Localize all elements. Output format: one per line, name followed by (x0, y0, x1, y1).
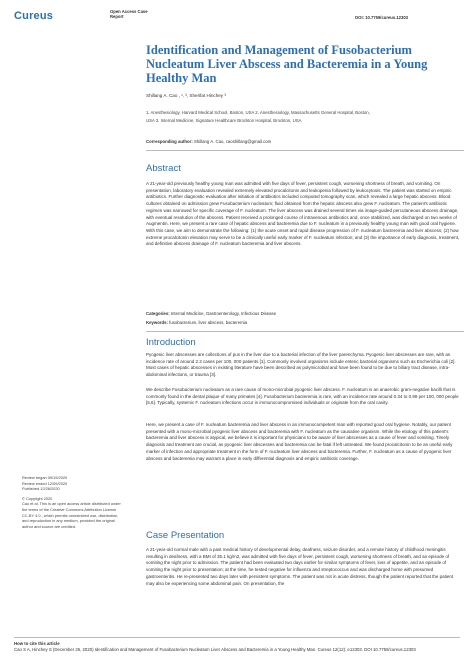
article-title: Identification and Management of Fusobacterium Nucleatum Liver Abscess and Bacteremia in a Young Healthy Man (146, 43, 428, 85)
introduction-heading: Introduction (146, 337, 196, 348)
cite-text: Cao S A, Hinchey S (December 26, 2020) Identification and Management of Fusobacterium Nucleatum Liver Abscess and Bacteremia in a Young Healthy Man. Cureus 12(12): e12303. DOI 10.7759/cureus.12303 (14, 646, 416, 652)
article-history-sidebar (22, 475, 124, 529)
corresponding-value: Shillang A. Cao, caoshillang@gmail.com (194, 139, 272, 144)
affiliation-line: 1. Anesthesiology, Harvard Medical School, Boston, USA 2. Anesthesiology, Massachusetts General Hospital, Boston, (146, 110, 370, 115)
citation-footer (14, 641, 454, 653)
abstract-paragraph: A 21-year-old previously healthy young man was admitted with five days of fever, persistent cough, worsening shortness of breath, and vomiting. On presentation, laboratory evaluation revealed extremely elevated procalcitonin and leukopenia followed by leukocytosis. The patient was started on empiric antibiotics. Further diagnostic evaluation after initiation of antibiotics included computed tomography scan, which revealed a large hepatic abscess. Blood cultures obtained on admission grew Fusobacterium nucleatum; fluid obtained from the hepatic abscess also grew F. nucleatum. The patient's antibiotic regimen was narrowed for specific coverage of F. nucleatum. The liver abscess was drained several times via image-guided percutaneous abscess drainage, with eventual resolution of the abscess. Patient received a prolonged course of intravenous antibiotics and, once stabilized, was discharged on two weeks of Augmentin. Here, we present a rare case of hepatic abscess and bacteremia due to F. nucleatum in a previously healthy young man with good oral hygiene. With this case, we aim to demonstrate the following: (1) the acute onset and rapid disease progression of F. nucleatum bacteremia and liver abscess; (2) how extreme procalcitonin elevation may serve to be a clinically useful early marker of F. nucleatum infection; and (3) the importance of early diagnosis, treatment, and definitive abscess drainage of F. nucleatum bacteremia and liver abscess. (146, 181, 460, 247)
article-type-line2: Report (110, 14, 124, 20)
case-presentation-heading: Case Presentation (146, 530, 225, 541)
article-type-label (110, 9, 148, 19)
header-doi: DOI: 10.7759/cureus.12303 (355, 15, 408, 20)
journal-logo: Cureus (14, 10, 54, 22)
section-divider (146, 331, 464, 332)
categories-line (146, 311, 460, 318)
categories-value: Internal Medicine, Gastroenterology, Infectious Disease (170, 311, 277, 316)
cite-label: How to cite this article (14, 641, 60, 646)
review-ended: Review ended 12/09/2020 (22, 480, 68, 486)
affiliation-line: USA 3. Internal Medicine, Signature Healthcare Brockton Hospital, Brockton, USA (146, 117, 302, 123)
categories-label: Categories: (146, 311, 170, 316)
author-list: Shillang A. Cao , ¹, ², Sherifat Hinchey ³ (146, 93, 226, 98)
keywords-line (146, 320, 460, 327)
affiliations (146, 110, 446, 125)
section-divider (146, 150, 464, 151)
license-text: Cao et al. This is an open access article distributed under the terms of the Creative Commons Attribution License CC-BY 4.0., which permits unrestricted use, distribution, and reproduction in any medium, provided the original author and source are credited. (22, 501, 121, 529)
keywords-value: fusobacterium, liver abscess, bacteremia (169, 320, 248, 325)
introduction-paragraph-1: Pyogenic liver abscesses are collections of pus in the liver due to a bacterial infection of the liver parenchyma. Pyogenic liver abscesses are rare, with an incidence rate of around 2.3 cases per 100, 000 patients [1]. Commonly involved organisms include enteric bacterial organisms such as Escherichia coli [2]. Most cases of hepatic abscesses in existing literature have been described as polymicrobial and have been found to be due to biliary tract disease, intra-abdominal infections, or trauma [3]. (146, 352, 456, 378)
corresponding-label: Corresponding author: (146, 139, 193, 144)
introduction-paragraph-3: Here, we present a case of F. nucleatum bacteremia and liver abscess in an immunocompetent man with reported good oral hygiene. Notably, our patient presented with a mono-microbial pyogenic liver abscess and bacteremia with F. nucleatum as the causative organism. While the etiology of this patient's bacteremia and liver abscess is atypical, we believe it is important for physicians to be aware of liver abscesses as a cause of fever and vomiting. Timely diagnosis and treatment are crucial, as pyogenic liver abscesses and bacteremia can be fatal if left untreated. We found procalcitonin to be an useful early marker of infection and appropriate treatment in the form of F. nucleatum liver abscess and bacteremia. Further, F. nucleatum as a cause of pyogenic liver abscess and bacteremia may warrant a place in early differential diagnosis and empiric antibiotic coverage. (146, 422, 453, 461)
footer-divider (14, 637, 460, 638)
abstract-body (146, 181, 460, 248)
article-type-line1: Open Access Case (110, 9, 148, 14)
introduction-paragraph-2: We describe Fusobacterium nucleatum as a rare cause of mono-microbial pyogenic liver abscess. F. nucleatum is an anaerobic gram-negative bacilli that is commonly found in the dental plaque of many primates [4]. Fusobacterium bacteremia is rare, with an incidence rate around 0.34 to 0.99 per 100, 000 people [5,6]. Typically, systemic F. nucleatum infections occur in immunocompromised individuals or originate from the oral cavity. (146, 387, 459, 406)
review-began: Review began 09/19/2020 (22, 475, 68, 480)
case-paragraph: A 21-year-old normal male with a past medical history of developmental delay, deafness, seizure disorder, and a remote history of childhood meningitis resulting in deafness, with a BMI of 35.1 kg/m2, was admitted with five days of fever, persistent cough, worsening shortness of breath, and an episode of vomiting the night prior to admission. The patient had been evaluated two days earlier for similar symptoms of fever, loss of appetite, and an episode of vomiting the night prior to presentation; at the time, he tested negative for influenza and streptococcus and was discharged home with presumed gastroenteritis. He re-presented two days later with persistent symptoms. The patient was not in acute distress, though the patient reported that the patient may also be experiencing some abdominal pain. On presentation, the (146, 547, 454, 586)
corresponding-author (146, 139, 271, 144)
copyright-notice: © Copyright 2020 (22, 495, 53, 501)
keywords-label: Keywords: (146, 320, 168, 325)
published-date: Published 12/26/2020 (22, 486, 60, 492)
abstract-heading: Abstract (146, 163, 181, 174)
case-presentation-body (146, 547, 460, 587)
